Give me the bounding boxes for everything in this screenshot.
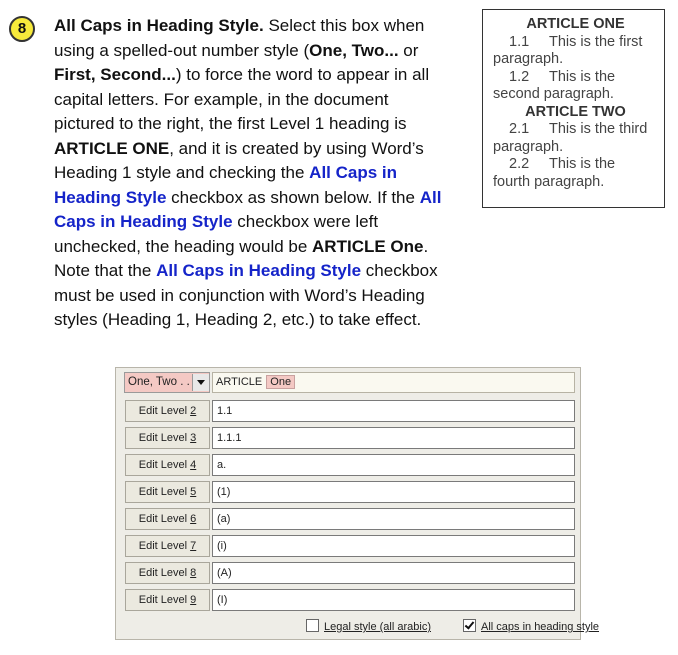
all-caps-checkbox[interactable] xyxy=(463,619,599,634)
edit-level-6-button[interactable]: Edit Level 6 xyxy=(125,508,210,530)
level-2-format-field[interactable]: 1.1 xyxy=(212,400,575,422)
preview-para-1-1: 1.1 This is the first xyxy=(509,33,643,50)
checkbox-unchecked-icon[interactable] xyxy=(306,619,319,632)
instructions-paragraph: All Caps in Heading Style. Select this box when using a spelled-out number style (One, Two... or First, Second...) to force the word to appear in all capital letters. For example, in the document pictured to the right, the first Level 1 heading is ARTICLE ONE, and it is created by using Word’s Heading 1 style and checking the All Caps in Heading Style checkbox as shown below. If the All Caps in Heading Style checkbox were left unchecked, the heading would be ARTICLE One. Note that the All Caps in Heading Style checkbox must be used in conjunction with Word’s Heading styles (Heading 1, Heading 2, etc.) to take effect. xyxy=(54,16,442,329)
level-7-format-field[interactable]: (i) xyxy=(212,535,575,557)
legal-style-checkbox[interactable] xyxy=(306,619,431,634)
document-preview: ARTICLE ONE 1.1 This is the first paragraph. 1.2 This is the second paragraph. ARTICLE TWO 2.1 This is the third paragraph. 2.2 This is the fourth paragraph. xyxy=(482,9,665,208)
preview-heading-article-one: ARTICLE ONE xyxy=(526,16,625,32)
level-3-format-field[interactable]: 1.1.1 xyxy=(212,427,575,449)
level-1-format-field[interactable]: ARTICLE One xyxy=(212,372,575,393)
level-5-format-field[interactable]: (1) xyxy=(212,481,575,503)
edit-level-2-button[interactable]: Edit Level 2 xyxy=(125,400,210,422)
level-8-format-field[interactable]: (A) xyxy=(212,562,575,584)
preview-para-1-2: 1.2 This is the xyxy=(509,68,616,85)
edit-level-5-button[interactable]: Edit Level 5 xyxy=(125,481,210,503)
number-placeholder-token: One xyxy=(266,375,295,389)
legal-style-label: Legal style (all arabic) xyxy=(324,621,431,633)
all-caps-label: All caps in heading style xyxy=(481,621,600,633)
edit-level-9-button[interactable]: Edit Level 9 xyxy=(125,589,210,611)
preview-para-2-2: 2.2 This is the xyxy=(509,156,616,172)
edit-level-3-button[interactable]: Edit Level 3 xyxy=(125,427,210,449)
edit-level-8-button[interactable]: Edit Level 8 xyxy=(125,562,210,584)
edit-level-7-button[interactable]: Edit Level 7 xyxy=(125,535,210,557)
edit-level-4-button[interactable]: Edit Level 4 xyxy=(125,454,210,476)
number-style-dropdown[interactable]: One, Two . . xyxy=(124,372,210,393)
step-number-badge: 8 xyxy=(9,16,35,42)
instructions-title: All Caps in Heading Style. xyxy=(54,16,264,35)
level-4-format-field[interactable]: a. xyxy=(212,454,575,476)
checkbox-checked-icon[interactable] xyxy=(463,619,476,632)
chevron-down-icon[interactable] xyxy=(192,374,209,391)
numbering-dialog-screenshot xyxy=(115,367,600,640)
preview-heading-article-two: ARTICLE TWO xyxy=(525,103,626,120)
preview-para-2-1: 2.1 This is the third xyxy=(509,121,648,137)
level-6-format-field[interactable]: (a) xyxy=(212,508,575,530)
level-9-format-field[interactable]: (I) xyxy=(212,589,575,611)
